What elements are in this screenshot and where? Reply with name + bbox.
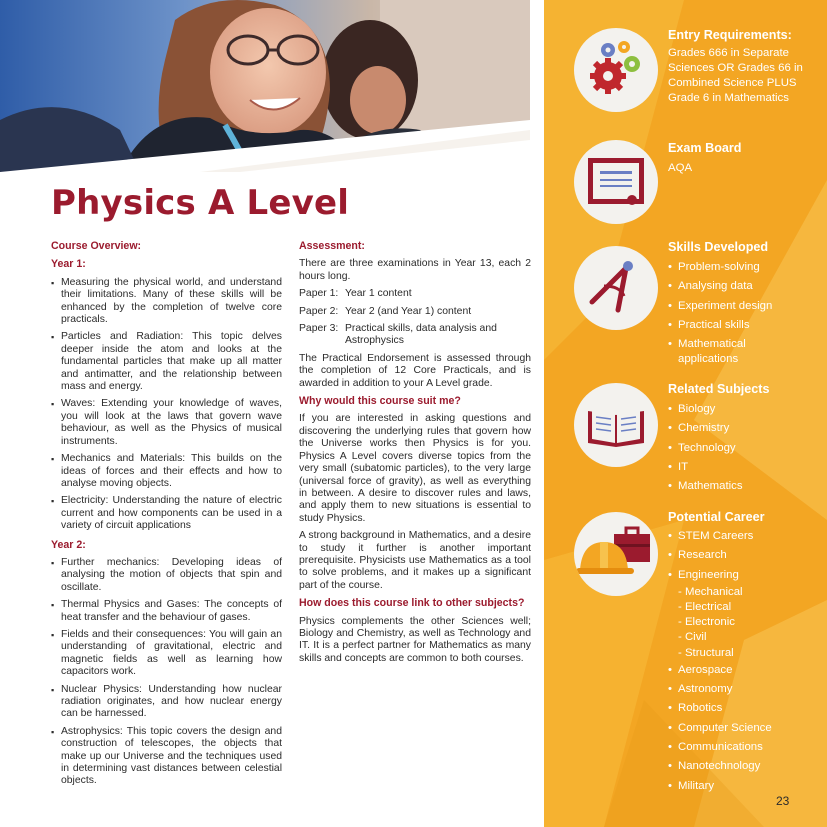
list-subitem: - Electronic (678, 616, 735, 629)
list-subitem: - Mechanical (678, 585, 743, 598)
list-item: ▪ Fields and their consequences: You will gain an understanding of gravitational, electric and magnetic fields as well as learning how capacitors work. (51, 629, 282, 679)
year1-list (51, 277, 282, 533)
list-subitem: - Structural (678, 646, 734, 659)
list-item: ▪ Waves: Extending your knowledge of waves, you will look at the laws that govern wave behaviour, as well as the Physics of musical instruments. (51, 398, 282, 448)
list-item: • Mathematics (668, 480, 743, 493)
paper-row (299, 323, 531, 348)
skills-list (668, 258, 823, 369)
entry-text: Grades 666 in Separate Sciences OR Grades 66 in Combined Science PLUS Grade 6 in Mathematics (668, 47, 803, 104)
related-heading: Related Subjects (668, 382, 770, 396)
list-item: • Biology (668, 403, 716, 415)
list-item: • Problem-solving (668, 261, 760, 273)
header-photo (0, 0, 530, 172)
list-item: • Analysing data (668, 280, 753, 293)
list-item: • Chemistry (668, 422, 730, 435)
hardhat-toolbox-icon (574, 512, 658, 596)
link-paragraph: Physics complements the other Sciences well; Biology and Chemistry, as well as Technology and IT. It is a perfect partner for Mathematics as many skills and concepts are common to both courses. (299, 615, 531, 664)
list-item: ▪ Electricity: Understanding the nature of electric current and how components can be used in a variety of circuit applications (51, 495, 282, 532)
endorsement-text: The Practical Endorsement is assessed through the completion of 12 Core Practicals, and is awarded in addition to your A Level grade. (299, 352, 531, 389)
paper-value: Practical skills, data analysis and Astrophysics (345, 323, 497, 347)
suit-heading: Why would this course suit me? (299, 395, 461, 408)
related-list (668, 400, 823, 496)
list-item: ▪ Nuclear Physics: Understanding how nuclear radiation originates, and how nuclear energy can be harnessed. (51, 684, 282, 721)
skills-heading: Skills Developed (668, 240, 769, 254)
suit-paragraph-2: A strong background in Mathematics, and a desire to study it further is another important prerequisite. Physicists use Mathematics as a tool to solve problems, and it makes up a significant part of the course. (299, 530, 531, 591)
page-number: 23 (776, 794, 790, 808)
list-item: • Nanotechnology (668, 760, 761, 773)
year2-list (51, 557, 282, 788)
year2-heading: Year 2: (51, 538, 86, 551)
list-item: • Communications (668, 741, 763, 754)
list-item: ▪ Thermal Physics and Gases: The concepts of heat transfer and the behaviour of gases. (51, 599, 282, 624)
link-heading: How does this course link to other subjects? (299, 597, 525, 610)
list-item: • Engineering (668, 568, 739, 581)
paper-row (299, 288, 531, 300)
assessment-intro: There are three examinations in Year 13, each 2 hours long. (299, 258, 531, 282)
list-subitem: - Electrical (678, 601, 732, 614)
paper-label: Paper 1: (299, 288, 339, 300)
page-title: Physics A Level (51, 183, 350, 223)
list-subitem: - Civil (678, 631, 707, 644)
paper-value: Year 1 content (345, 288, 412, 300)
certificate-icon (574, 140, 658, 224)
career-list (668, 527, 823, 796)
list-item: ▪ Measuring the physical world, and understand their limitations. Many of these skills will be enhanced by the completion of twelve core practicals. (51, 277, 282, 327)
info-sidebar (544, 0, 827, 827)
list-item: • Military (668, 779, 715, 792)
paper-value: Year 2 (and Year 1) content (345, 305, 472, 317)
list-item: • Aerospace (668, 663, 733, 676)
list-item: • Experiment design (668, 299, 773, 312)
assessment-column (299, 240, 531, 670)
year1-heading: Year 1: (51, 258, 86, 271)
course-overview-column (51, 240, 282, 794)
list-item: ▪ Particles and Radiation: This topic delves deeper inside the atom and looks at the fundamental particles that make up all matter and antimatter, and the relationship between mass and energy. (51, 331, 282, 393)
list-item: • Mathematical applications (668, 338, 746, 366)
assessment-heading: Assessment: (299, 240, 365, 252)
list-item: • Practical skills (668, 318, 750, 331)
career-heading: Potential Career (668, 510, 765, 524)
list-item: • Robotics (668, 702, 723, 715)
exam-text: AQA (668, 162, 693, 174)
paper-row (299, 306, 531, 318)
list-item: • Research (668, 549, 727, 562)
suit-paragraph-1: If you are interested in asking questions and discovering the underlying rules that govern how the Universe works then Physics is for you. Physics A Level covers diverse topics from the very small (subatomic particles), to the very large (universal force of gravity), as well as everything in between. A desire to discover rules and laws, and apply them to new situations is essential to study Physics. (299, 413, 531, 524)
list-item: ▪ Astrophysics: This topic covers the design and construction of telescopes, the objects that make up our Universe and the techniques used in determining vast distances between celestial objects. (51, 726, 282, 788)
list-item: • STEM Careers (668, 530, 754, 542)
book-icon (574, 383, 658, 467)
list-item: ▪ Further mechanics: Developing ideas of analysing the motion of objects that spin and oscillate. (51, 557, 282, 594)
paper-label: Paper 3: (299, 323, 339, 335)
list-item: • IT (668, 460, 689, 473)
exam-heading: Exam Board (668, 141, 742, 155)
list-item: • Computer Science (668, 721, 772, 734)
course-overview-heading: Course Overview: (51, 240, 142, 252)
list-item: ▪ Mechanics and Materials: This builds on the ideas of forces and their effects and how to analyse moving objects. (51, 453, 282, 490)
paper-label: Paper 2: (299, 305, 339, 317)
compass-icon (574, 246, 658, 330)
gears-icon (574, 28, 658, 112)
list-item: • Technology (668, 441, 736, 454)
list-item: • Astronomy (668, 683, 733, 696)
entry-heading: Entry Requirements: (668, 28, 792, 42)
